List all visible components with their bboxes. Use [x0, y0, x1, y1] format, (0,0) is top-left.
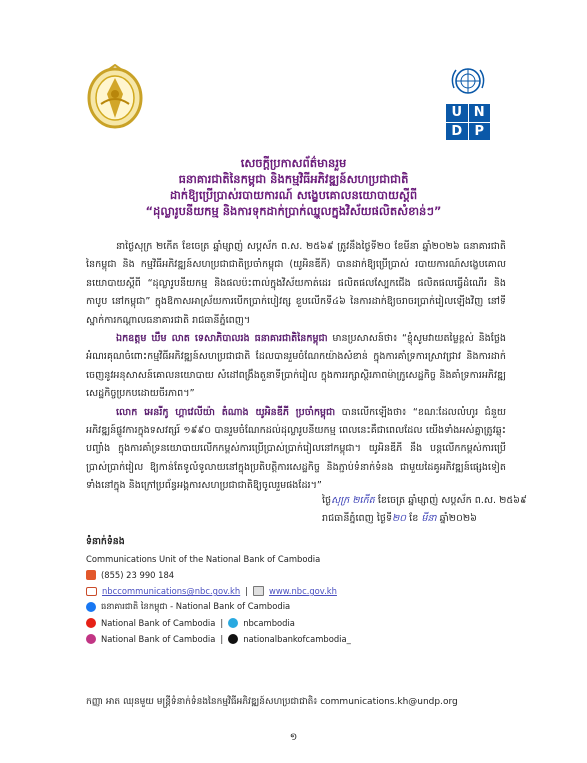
lunar-date	[322, 492, 527, 510]
undp-contact-text: កញ្ញា អាត ឈុនមួយ មន្ត្រីទំនាក់ទំនងនៃកម្មវិធីអភិវឌ្ឍន៍សហប្រជាជាតិ៖ communications.kh@undp.org	[86, 697, 458, 707]
contact-email-link[interactable]: nbccommunications@nbc.gov.kh	[102, 586, 241, 596]
facebook-icon	[86, 602, 96, 612]
title-line: ដាក់ឱ្យប្រើប្រាស់របាយការណ៍ សង្ខេបគោលនយោបាយស្តីពី	[169, 188, 418, 202]
title-line: សេចក្តីប្រកាសព័ត៌មានរួម	[240, 156, 347, 170]
nbc-seal-icon	[86, 64, 144, 130]
press-release-body	[86, 238, 506, 496]
contact-heading: ទំនាក់ទំនង	[86, 536, 125, 547]
speaker-name: ឯកឧត្តម ឃឹម លាត ទេសាភិបាលរង ធនាគារជាតិនៃកម្ពុជា	[116, 333, 328, 345]
undp-letter-n: N	[469, 104, 491, 122]
paragraph-text: មានប្រសាសន៍ថា៖ “ខ្ញុំសូមវាយតម្លៃខ្ពស់ និងថ្លែងអំណរគុណចំពោះកម្មវិធីអភិវឌ្ឍន៍សហប្រជាជាតិ ដែលបានរួមចំណែកយ៉ាងសំខាន់ ក្នុងការគាំទ្រការស្រាវជ្រាវ និងការដាក់ចេញនូវអនុសាសន៍គោលនយោបាយ សំដៅពង្រឹងតួនាទីប្រាក់រៀល ក្នុងការរក្សាស្ថិរភាពម៉ាក្រូសេដ្ឋកិច្ច និងគាំទ្រការអភិវឌ្ឍសេដ្ឋកិច្ចប្រកបដោយចីរភាព។”	[86, 333, 506, 400]
email-icon	[86, 587, 97, 596]
page-number: ១	[289, 732, 298, 743]
contact-phone-row	[86, 567, 486, 583]
title-line: ធនាគារជាតិនៃកម្ពុជា និងកម្មវិធីអភិវឌ្ឍន៍សហប្រជាជាតិ	[178, 172, 409, 186]
contact-facebook[interactable]: ធនាគារជាតិ នៃកម្ពុជា - National Bank of Cambodia	[101, 600, 291, 611]
nbc-logo	[86, 64, 144, 130]
solar-date-mid: ខែ	[406, 513, 422, 524]
separator: |	[245, 586, 249, 596]
speaker-name: លោក អេនរីកូ ហ្គាវេលីយ៉ា តំណាង យូអិនឌីភី ប្រចាំកម្ពុជា	[116, 406, 336, 418]
paragraph-intro	[86, 238, 506, 330]
contact-social-row-2	[86, 631, 486, 647]
contact-website-link[interactable]: www.nbc.gov.kh	[269, 586, 337, 596]
tiktok-icon	[228, 634, 238, 644]
solar-date-suffix: ឆ្នាំ២០២៦	[436, 513, 477, 524]
separator: |	[220, 634, 224, 644]
press-release-title	[60, 155, 527, 219]
un-emblem-icon	[446, 64, 490, 100]
contact-facebook-row	[86, 599, 486, 615]
contact-youtube[interactable]: National Bank of Cambodia	[101, 618, 216, 628]
solar-date-month: មីនា	[421, 513, 437, 524]
undp-contact-footer	[86, 696, 506, 709]
contact-section	[86, 535, 486, 647]
contact-tiktok[interactable]: nationalbankofcambodia_	[243, 634, 351, 644]
lunar-date-prefix: ថ្ងៃ	[322, 495, 332, 506]
youtube-icon	[86, 618, 96, 628]
phone-icon	[86, 570, 96, 580]
solar-date-prefix: រាជធានីភ្នំពេញ ថ្ងៃទី	[322, 513, 393, 524]
undp-letter-u: U	[446, 104, 468, 122]
solar-date-day: ២០	[392, 513, 407, 524]
lunar-date-suffix: ខែចេត្រ ឆ្នាំម្សាញ់ សប្តស័ក ព.ស. ២៥៦៩	[374, 495, 527, 506]
instagram-icon	[86, 634, 96, 644]
date-block	[322, 492, 527, 528]
paragraph-text: បានលើកឡើងថា៖ “ខណៈដែលលំហូរ ជំនួយអភិវឌ្ឍន៍ផ្លូវការក្នុងទសវត្សរ៍ ១៩៩០ បានរួមចំណែកដល់ដុល្លារូបនីយកម្ម ពេលនេះគឺជាពេលដែល យើងទាំងអស់គ្នាត្រូវឆ្លុះបញ្ចាំង ក្នុងការគាំទ្រនយោបាយលើកកម្ពស់ការប្រើប្រាស់ប្រាក់រៀលនៅកម្ពុជា។ យូអិនឌីភី នឹង បន្តលើកកម្ពស់ការប្រើប្រាស់ប្រាក់រៀល ឱ្យកាន់តែទូលំទូលាយនៅក្នុងប្រតិបត្តិការសេដ្ឋកិច្ច និងភ្ជាប់ទំនាក់ទំនង ជាមួយដៃគូអភិវឌ្ឍន៍ផ្សេងទៀតទាំងនៅក្នុង និងក្រៅប្រព័ន្ធអង្គការសហប្រជាជាតិឱ្យចូលរួមផងដែរ។”	[86, 406, 506, 492]
contact-email-web-row	[86, 583, 486, 599]
contact-phone: (855) 23 990 184	[101, 570, 175, 580]
separator: |	[220, 618, 224, 628]
contact-instagram[interactable]: National Bank of Cambodia	[101, 634, 216, 644]
contact-unit	[86, 551, 486, 567]
undp-logo	[446, 64, 490, 139]
undp-letter-d: D	[446, 123, 468, 141]
title-line: “ដុល្លារូបនីយកម្ម និងការទុកដាក់ប្រាក់ឈ្នួលក្នុងវិស័យផលិតសំខាន់ៗ”	[145, 204, 442, 218]
lunar-date-handwritten: សុក្រ ២កើត	[331, 495, 375, 506]
undp-wordmark	[446, 104, 490, 140]
telegram-icon	[228, 618, 238, 628]
contact-telegram[interactable]: nbcambodia	[243, 618, 295, 628]
paragraph-nbc-quote	[86, 330, 506, 404]
undp-letter-p: P	[469, 123, 491, 141]
paragraph-text: នាថ្ងៃសុក្រ ២កើត ខែចេត្រ ឆ្នាំម្សាញ់ សប្តស័ក ព.ស. ២៥៦៩ ត្រូវនឹងថ្ងៃទី២០ ខែមីនា ឆ្នាំ២០២៦ ធនាគារជាតិនៃកម្ពុជា និង កម្មវិធីអភិវឌ្ឍន៍សហប្រជាជាតិប្រចាំកម្ពុជា (យូអិនឌីភី) បានដាក់ឱ្យប្រើប្រាស់ របាយការណ៍សង្ខេបគោលនយោបាយស្តីពី “ដុល្លារូបនីយកម្ម និងផលប៉ះពាល់ក្នុងវិស័យកាត់ដេរ ផលិតផលស្បែកជើង ផលិតផលធ្វើដំណើរ និងកាបូប នៅកម្ពុជា” ក្នុងឱកាសអាស្រ័យការបើកប្រាក់បៀវត្ស ខួបលើកទី៤៦ នៃការដាក់ឱ្យចរាចរប្រាក់រៀលឡើងវិញ នៅទីស្នាក់ការកណ្តាលធនាគារជាតិ រាជធានីភ្នំពេញ។	[86, 241, 506, 326]
solar-date	[322, 510, 527, 528]
contact-unit-name: Communications Unit of the National Bank of Cambodia	[86, 554, 321, 564]
contact-social-row-1	[86, 615, 486, 631]
paragraph-undp-quote	[86, 404, 506, 496]
website-icon	[253, 586, 264, 596]
